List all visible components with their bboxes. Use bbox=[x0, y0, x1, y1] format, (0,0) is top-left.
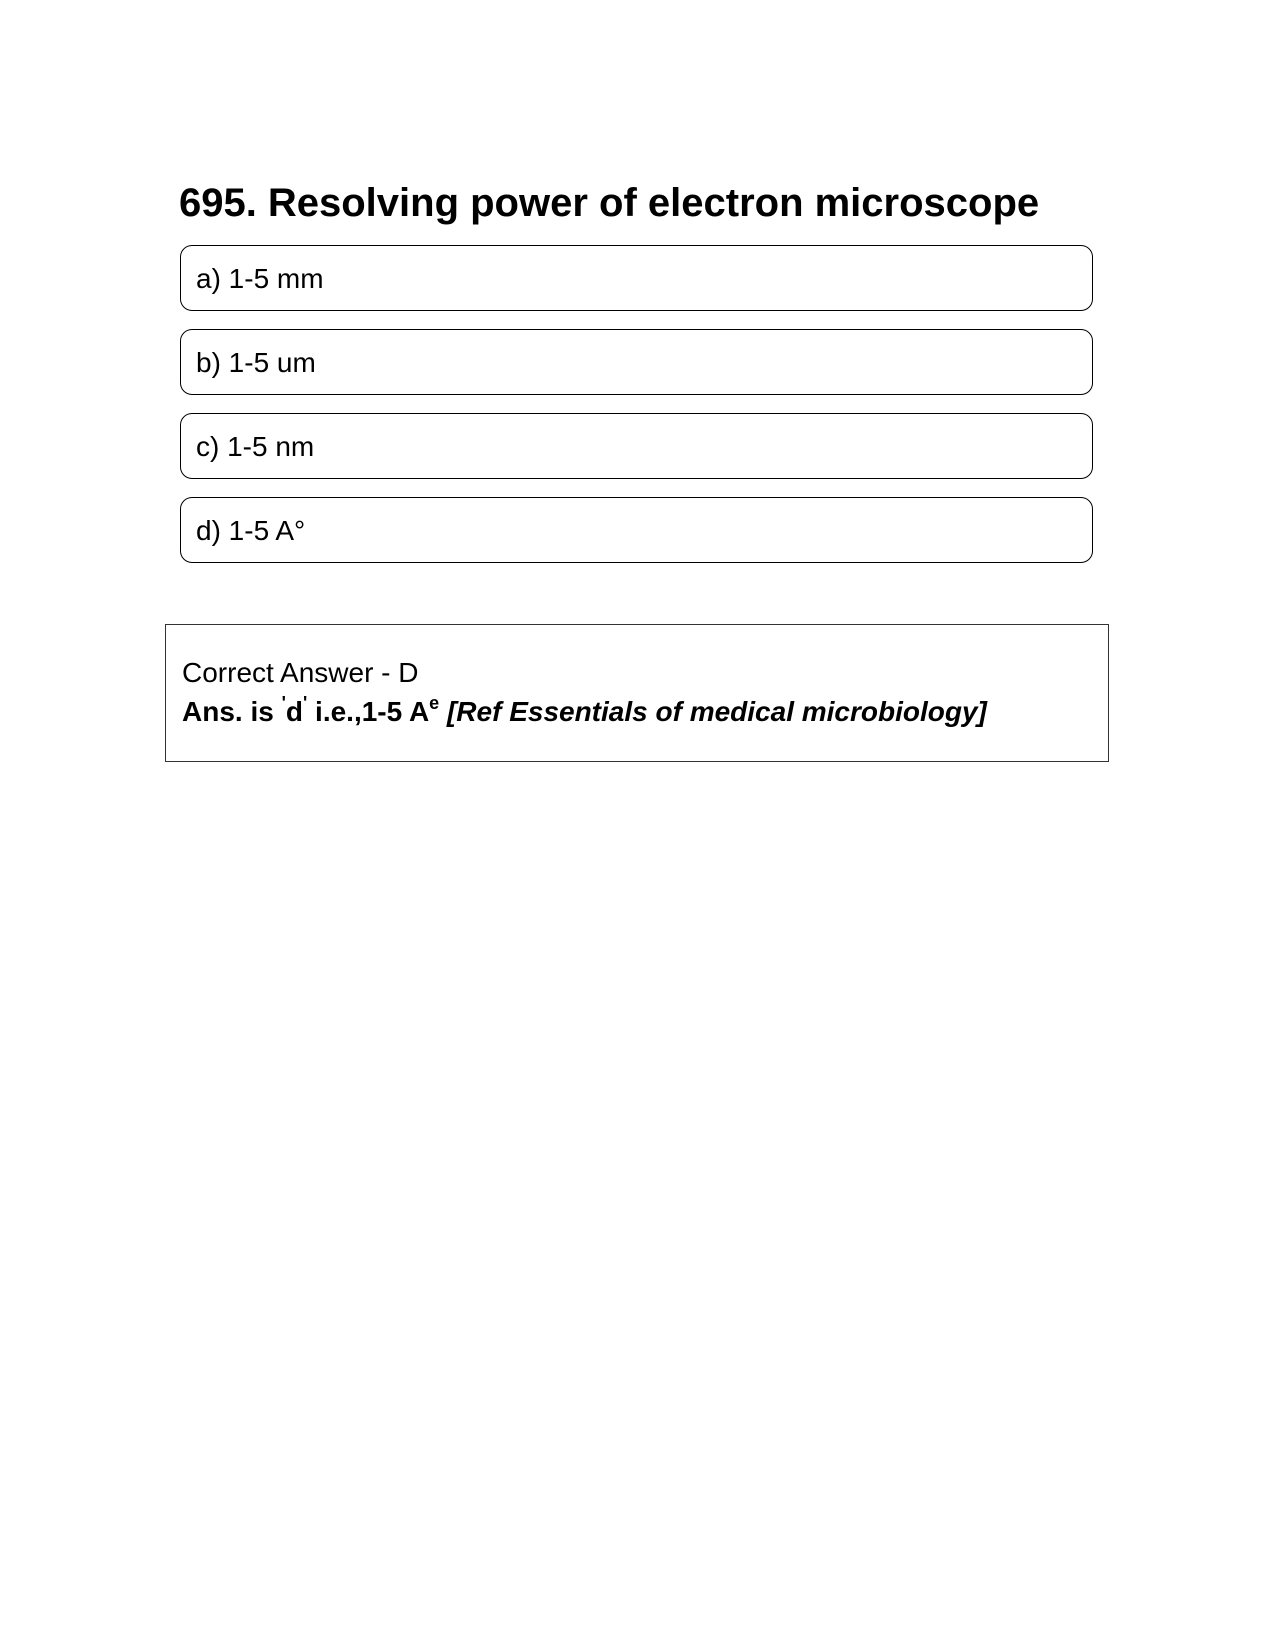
option-b[interactable]: b) 1-5 um bbox=[180, 329, 1093, 395]
explanation-superscript: e bbox=[429, 693, 440, 713]
option-a[interactable]: a) 1-5 mm bbox=[180, 245, 1093, 311]
explanation-reference: [Ref Essentials of medical microbiology] bbox=[446, 696, 987, 727]
explanation-open-quote: ' bbox=[281, 693, 286, 713]
question-text: Resolving power of electron microscope bbox=[267, 181, 1040, 225]
option-c[interactable]: c) 1-5 nm bbox=[180, 413, 1093, 479]
option-d[interactable]: d) 1-5 A° bbox=[180, 497, 1093, 563]
question-heading bbox=[179, 178, 1099, 228]
explanation-close-quote: ' bbox=[302, 693, 308, 713]
explanation-prefix: Ans. is bbox=[182, 696, 282, 727]
answer-explanation bbox=[182, 695, 987, 729]
answer-panel bbox=[165, 624, 1109, 762]
explanation-letter: d bbox=[285, 696, 303, 727]
correct-answer-text: Correct Answer - D bbox=[182, 657, 419, 688]
explanation-middle: i.e.,1-5 A bbox=[307, 696, 430, 727]
question-number: 695. bbox=[179, 181, 257, 225]
